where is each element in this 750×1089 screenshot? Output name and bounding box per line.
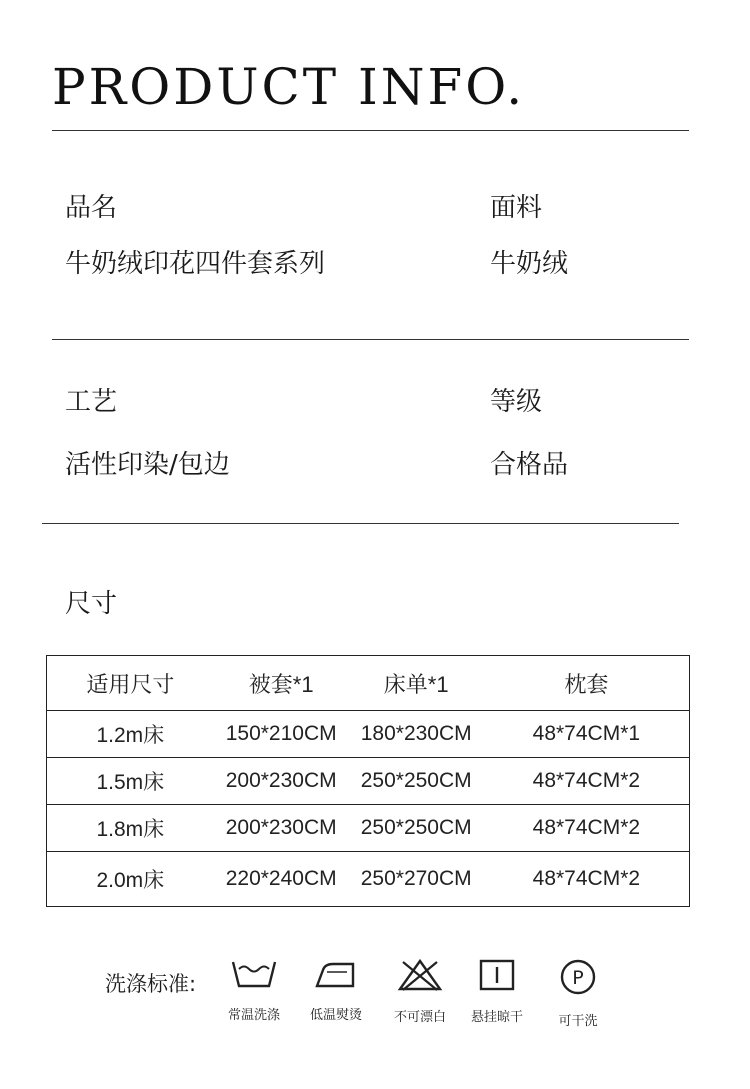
fabric-value: 牛奶绒 (490, 249, 569, 279)
washing-label: 洗涤标准: (105, 972, 197, 996)
care-item (296, 958, 376, 1023)
table-cell: 48*74CM*2 (484, 758, 690, 805)
table-row (47, 758, 690, 805)
page-title: PRODUCT INFO. (52, 58, 526, 116)
table-row (47, 805, 690, 852)
grade-value: 合格品 (490, 450, 569, 480)
size-section-title: 尺寸 (65, 589, 118, 619)
care-item (214, 958, 294, 1023)
dry-clean-p-icon (558, 958, 598, 996)
table-cell: 1.8m床 (47, 805, 214, 852)
divider (52, 130, 689, 131)
hang-dry-icon (477, 958, 517, 992)
care-item (457, 958, 537, 1025)
grade-label: 等级 (490, 387, 543, 417)
divider (42, 523, 679, 524)
care-caption: 常温洗涤 (227, 1008, 280, 1023)
table-cell: 220*240CM (225, 867, 337, 890)
care-caption: 可干洗 (558, 1014, 598, 1029)
craft-label: 工艺 (65, 387, 118, 417)
care-caption: 低温熨烫 (309, 1008, 362, 1023)
table-cell: 48*74CM*1 (484, 711, 690, 758)
care-caption: 不可漂白 (393, 1010, 446, 1025)
care-item (380, 958, 460, 1025)
svg-text:P: P (572, 967, 584, 989)
table-cell: 1.5m床 (47, 758, 214, 805)
table-cell: 48*74CM*2 (532, 867, 641, 890)
care-caption: 悬挂晾干 (470, 1010, 523, 1025)
table-row (47, 852, 690, 907)
column-header: 被套*1 (214, 656, 349, 711)
product-name-value: 牛奶绒印花四件套系列 (65, 249, 326, 279)
column-header: 床单*1 (349, 656, 484, 711)
column-header: 适用尺寸 (47, 656, 214, 711)
table-header-row (47, 656, 690, 711)
table-cell: 200*230CM (214, 758, 349, 805)
fabric-label: 面料 (490, 193, 543, 223)
size-table (46, 655, 690, 907)
product-name-label: 品名 (65, 193, 118, 223)
divider (52, 339, 689, 340)
iron-low-icon (313, 958, 359, 990)
table-cell: 180*230CM (349, 711, 484, 758)
table-cell: 200*230CM (214, 805, 349, 852)
table-cell: 1.2m床 (47, 711, 214, 758)
craft-value: 活性印染/包边 (65, 450, 230, 480)
table-cell: 150*210CM (214, 711, 349, 758)
table-cell: 2.0m床 (96, 869, 165, 892)
table-cell: 48*74CM*2 (484, 805, 690, 852)
no-bleach-icon (397, 958, 443, 992)
wash-tub-icon (231, 958, 277, 990)
table-cell: 250*250CM (349, 805, 484, 852)
column-header: 枕套 (484, 656, 690, 711)
care-item (538, 958, 618, 1029)
table-cell: 250*250CM (349, 758, 484, 805)
table-cell: 250*270CM (360, 867, 472, 890)
table-row (47, 711, 690, 758)
